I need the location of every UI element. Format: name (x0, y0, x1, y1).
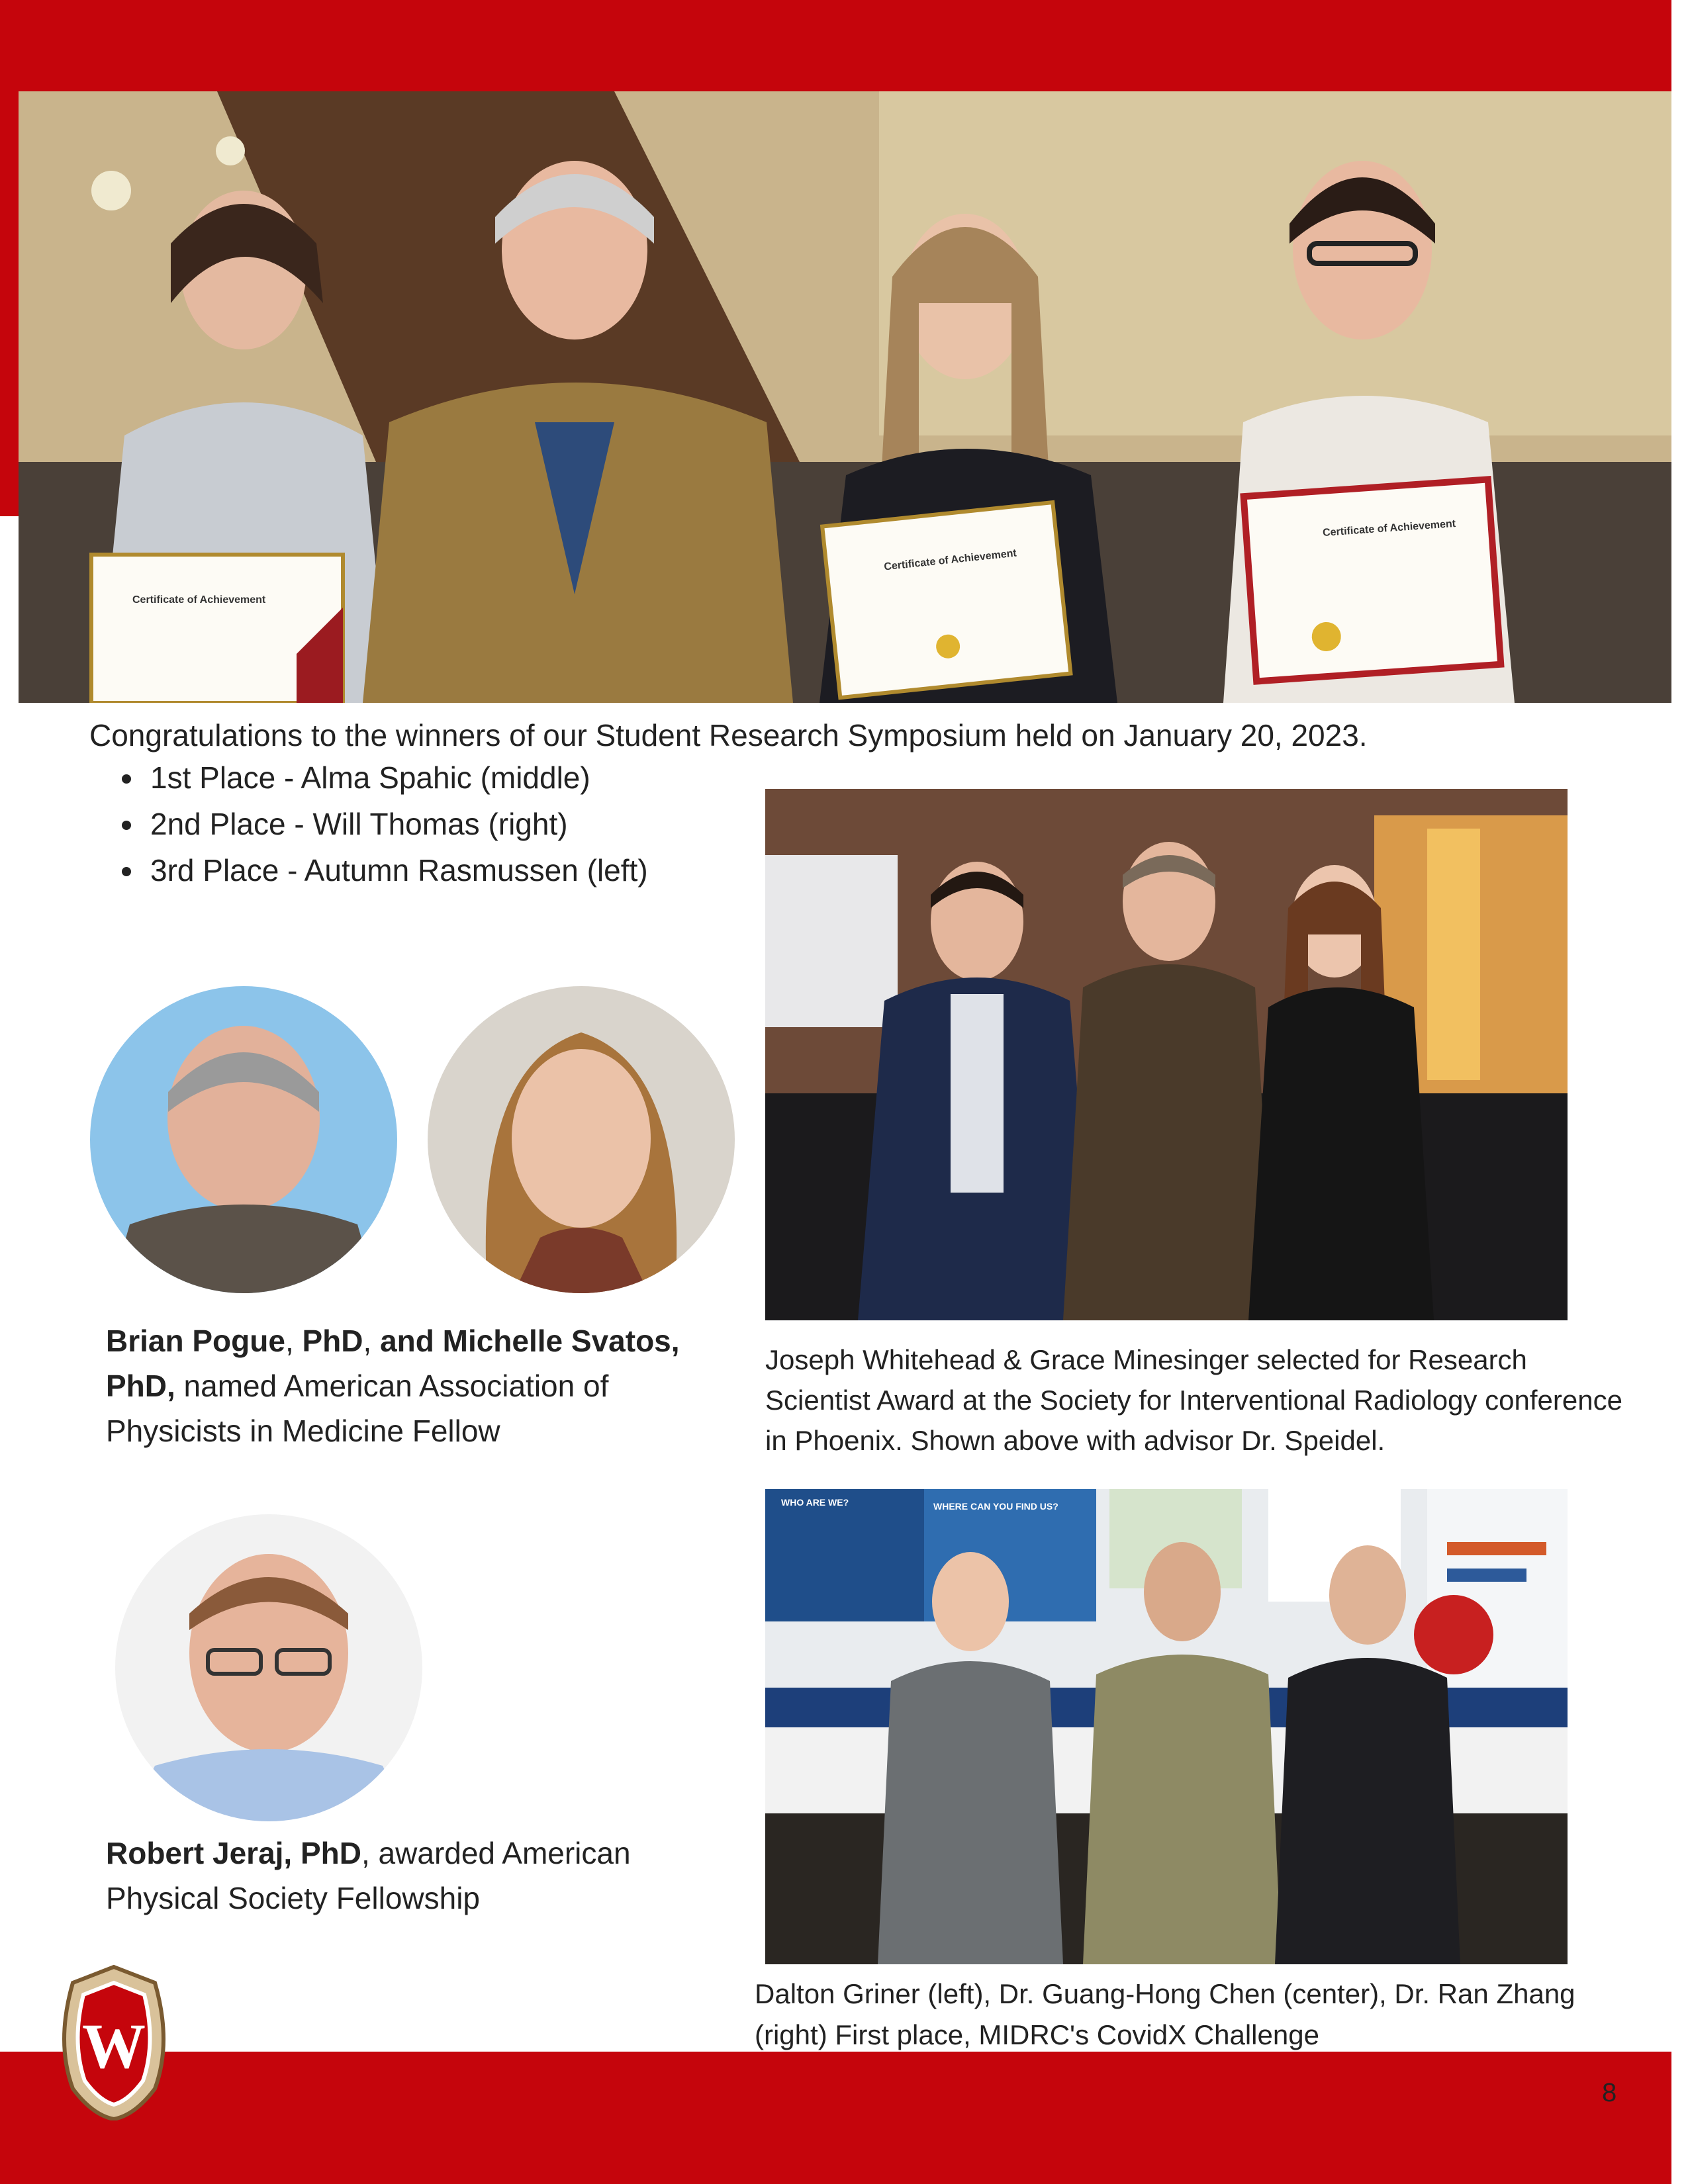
fellows-separator: , (285, 1324, 303, 1358)
certificate-title-left: Certificate of Achievement (132, 594, 266, 606)
jeraj-name: Robert Jeraj, PhD (106, 1836, 361, 1870)
list-item: • 2nd Place - Will Thomas (right) (145, 801, 648, 847)
jeraj-description: , awarded American Physical Society Fellowship (106, 1836, 631, 1915)
winners-list (89, 754, 648, 893)
bottom-red-banner (0, 2052, 1671, 2184)
fellow-degree-svatos: PhD, (106, 1369, 175, 1403)
midrc-challenge-photo (765, 1489, 1568, 1964)
certificate-title-middle: Certificate of Achievement (883, 547, 1017, 573)
top-red-banner (0, 0, 1671, 91)
list-item: • 1st Place - Alma Spahic (middle) (145, 754, 648, 801)
certificate-left (91, 555, 343, 703)
poster-title-who: WHO ARE WE? (781, 1497, 849, 1508)
list-item: • 3rd Place - Autumn Rasmussen (left) (145, 847, 648, 893)
fellow-degree-pogue: PhD (302, 1324, 363, 1358)
symposium-winners-photo (19, 91, 1671, 703)
robert-jeraj-headshot (115, 1514, 422, 1821)
jeraj-caption (106, 1831, 702, 1921)
midrc-caption: Dalton Griner (left), Dr. Guang-Hong Chen (center), Dr. Ran Zhang (right) First place, MIDRC's CovidX Challenge (755, 1978, 1575, 2050)
symposium-intro: Congratulations to the winners of our Student Research Symposium held on January 20, 2023. (89, 718, 1368, 752)
sir-award-caption: Joseph Whitehead & Grace Minesinger selected for Research Scientist Award at the Society for Interventional Radiology conference in Phoenix. Shown above with advisor Dr. Speidel. (765, 1344, 1622, 1456)
fellow-name-pogue: Brian Pogue (106, 1324, 285, 1358)
fellows-description: named American Association of Physicists in Medicine Fellow (106, 1369, 609, 1448)
fellows-caption (106, 1318, 728, 1453)
page-number: 8 (1602, 2078, 1617, 2107)
fellows-separator: , (363, 1324, 381, 1358)
left-red-strip (0, 0, 19, 516)
poster-title-where: WHERE CAN YOU FIND US? (933, 1501, 1058, 1512)
brian-pogue-headshot (90, 986, 397, 1293)
fellow-name-svatos: and Michelle Svatos, (380, 1324, 680, 1358)
uw-crest-logo (56, 1963, 172, 2120)
michelle-svatos-headshot (428, 986, 735, 1293)
certificate-title-right: Certificate of Achievement (1322, 518, 1456, 539)
sir-award-photo (765, 789, 1568, 1320)
crest-letter: W (82, 2011, 146, 2081)
